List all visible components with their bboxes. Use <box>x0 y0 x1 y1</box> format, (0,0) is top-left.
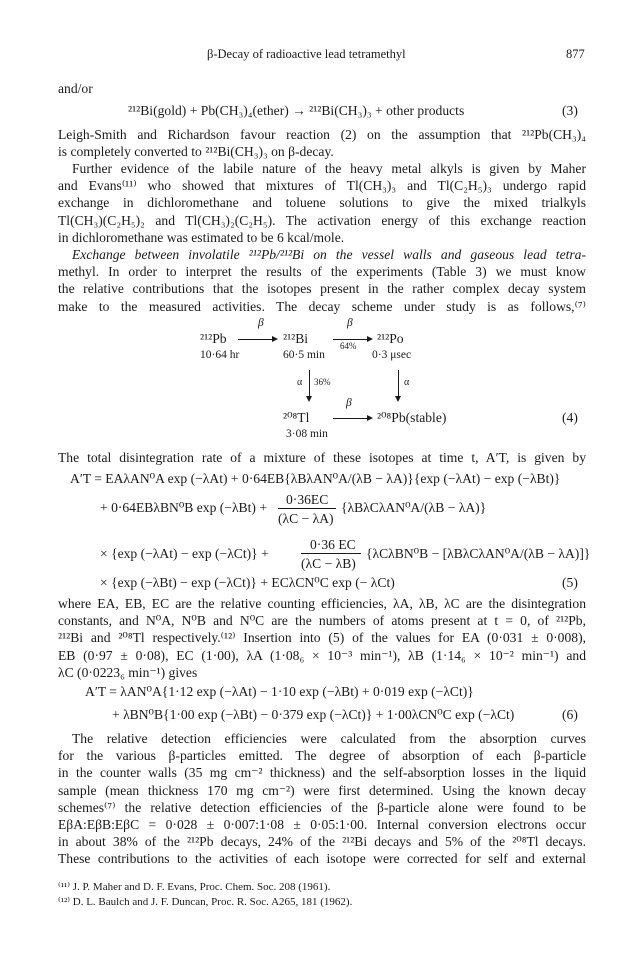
isotope-pb212: ²¹²Pb <box>200 331 227 346</box>
isotope-tl208: ²⁰⁸Tl <box>283 410 310 425</box>
paragraph-maher-evans <box>58 160 586 246</box>
text-line: in the counter walls (35 mg cm⁻² thickness) and the self-absorption losses in the liquid <box>58 765 586 781</box>
text-line: EB (0·97 ± 0·08), EC (1·00), λA (1·08₆ × 10⁻³ min⁻¹), λB (1·14₆ × 10⁻² min⁻¹) and <box>58 647 586 663</box>
fraction-1-denominator: (λC − λA) <box>278 511 334 526</box>
text-line: Further evidence of the labile nature of the heavy metal alkyls is given by Maher <box>72 161 586 176</box>
equation-5-line-4: × {exp (−λBt) − exp (−λCt)} + ECλCN⁰C exp (− λCt) <box>100 575 395 590</box>
text-line: EβA:EβB:EβC = 0·028 ± 0·007:1·08 ± 0·05:1·00. Internal conversion electrons occur <box>58 817 586 833</box>
footnote-11: ⁽¹¹⁾ J. P. Maher and D. F. Evans, Proc. Chem. Soc. 208 (1961). <box>58 881 331 893</box>
fraction-bar <box>301 553 361 554</box>
alpha-arrow-bi <box>309 370 310 396</box>
paragraph-total-rate <box>58 449 586 466</box>
text-line: ²¹²Bi and ²⁰⁸Tl respectively.⁽¹²⁾ Insertion into (5) of the values for EA (0·031 ± 0·008), <box>58 630 586 646</box>
fraction-bar <box>278 508 336 509</box>
half-life-pb212: 10·64 hr <box>200 349 240 361</box>
text-line: in dichloromethane was estimated to be 6 kcal/mole. <box>58 229 345 245</box>
paragraph-leigh-smith <box>58 126 586 160</box>
isotope-po212: ²¹²Po <box>377 331 404 346</box>
equation-3-number: (3) <box>562 103 578 118</box>
decay-arrow-2 <box>333 339 369 340</box>
paragraph-detection-efficiencies <box>58 730 586 868</box>
decay-arrow-1 <box>238 339 274 340</box>
text-line: where EA, EB, EC are the relative counting efficiencies, λA, λB, λC are the disintegration <box>58 596 586 611</box>
paragraph-where <box>58 595 586 681</box>
equation-5-number: (5) <box>562 575 578 590</box>
equation-5-line-2b: {λBλCλAN⁰A/(λB − λA)} <box>341 500 487 515</box>
arrowhead-icon <box>367 415 373 421</box>
text-line: constants, and N⁰A, N⁰B and N⁰C are the numbers of atoms present at t = 0, of ²¹²Pb, <box>58 613 586 629</box>
half-life-po212: 0·3 μsec <box>372 349 412 361</box>
equation-3: ²¹²Bi(gold) + Pb(CH₃)₄(ether) → ²¹²Bi(CH₃)₃ + other products <box>128 103 465 118</box>
text-line: sample (mean thickness 170 mg cm⁻²) were first determined. Using the known decay <box>58 782 586 798</box>
text-line: schemes⁽⁷⁾ the relative detection efficiencies of the β-particle alone were found to be <box>58 799 586 815</box>
arrowhead-icon <box>367 336 373 342</box>
text-line: exchange in dichloromethane and toluene solutions to give the mixed trialkyls <box>58 195 586 211</box>
running-title: β-Decay of radioactive lead tetramethyl <box>207 47 406 61</box>
alpha-label-2: α <box>404 377 410 388</box>
isotope-pb208: ²⁰⁸Pb(stable) <box>377 410 447 425</box>
text-line: The total disintegration rate of a mixture of these isotopes at time t, A′T, is given by <box>58 450 586 465</box>
text-line: These contributions to the activities of each isotope were corrected for self and external <box>58 851 586 867</box>
text-line: methyl. In order to interpret the results of the experiments (Table 3) we must know <box>58 264 586 280</box>
andor-text: and/or <box>58 81 93 96</box>
text-line: make to the measured activities. The decay scheme under study is as follows,⁽⁷⁾ <box>58 298 586 314</box>
text-line: the relative contributions that the isotopes present in the rather complex decay system <box>58 281 586 297</box>
beta-label-3: β <box>346 397 352 409</box>
arrowhead-icon <box>306 396 312 402</box>
alpha-arrow-po <box>398 370 399 396</box>
fraction-2-numerator: 0·36 EC <box>310 537 356 552</box>
equation-4-number: (4) <box>562 410 578 425</box>
beta-label-2: β <box>347 317 353 329</box>
decay-arrow-3 <box>333 418 369 419</box>
page-number: 877 <box>566 47 585 61</box>
branch-pct-64: 64% <box>340 341 357 351</box>
text-line: λC (0·0223₆ min⁻¹) gives <box>58 664 198 680</box>
text-line: and Evans⁽¹¹⁾ who showed that mixtures of Tl(CH₃)₃ and Tl(C₂H₅)₃ undergo rapid <box>58 178 586 194</box>
equation-6-number: (6) <box>562 707 578 722</box>
half-life-tl208: 3·08 min <box>286 428 328 440</box>
text-line: is completely converted to ²¹²Bi(CH₃)₃ on β-decay. <box>58 144 334 160</box>
arrowhead-icon <box>272 336 278 342</box>
text-line: The relative detection efficiencies were calculated from the absorption curves <box>72 731 586 746</box>
equation-5-line-2: + 0·64EBλBN⁰B exp (−λBt) + <box>100 500 267 515</box>
text-line: for the various β-particles emitted. The degree of absorption of each β-particle <box>58 748 586 764</box>
text-line: Tl(CH₃)(C₂H₅)₂ and Tl(CH₃)₂(C₂H₅). The activation energy of this exchange reaction <box>58 212 586 228</box>
fraction-1-numerator: 0·36EC <box>286 492 329 507</box>
paragraph-exchange <box>58 246 586 315</box>
isotope-bi212: ²¹²Bi <box>283 331 309 346</box>
branch-pct-36: 36% <box>314 377 331 387</box>
arrowhead-icon <box>395 396 401 402</box>
equation-5-line-3b: {λCλBN⁰B − [λBλCλAN⁰A/(λB − λA)]} <box>366 546 591 561</box>
text-line: in about 38% of the ²¹²Pb decays, 24% of the ²¹²Bi decays and 5% of the ²⁰⁸Tl decays. <box>58 834 586 850</box>
equation-6-line-1: A′T = λAN⁰A{1·12 exp (−λAt) − 1·10 exp (−λBt) + 0·019 exp (−λCt)} <box>85 684 474 699</box>
equation-5-line-3: × {exp (−λAt) − exp (−λCt)} + <box>100 546 269 561</box>
half-life-bi212: 60·5 min <box>283 349 325 361</box>
fraction-2-denominator: (λC − λB) <box>301 556 356 571</box>
text-line: Leigh-Smith and Richardson favour reaction (2) on the assumption that ²¹²Pb(CH₃)₄ <box>58 127 586 142</box>
beta-label-1: β <box>258 317 264 329</box>
equation-5-line-1: A′T = EAλAN⁰A exp (−λAt) + 0·64EB{λBλAN⁰A/(λB − λA)}{exp (−λAt) − exp (−λBt)} <box>70 471 561 486</box>
text-line: Exchange between involatile ²¹²Pb/²¹²Bi on the vessel walls and gaseous lead tetra- <box>72 247 586 262</box>
equation-6-line-2: + λBN⁰B{1·00 exp (−λBt) − 0·379 exp (−λCt)} + 1·00λCN⁰C exp (−λCt) <box>112 707 515 722</box>
footnote-12: ⁽¹²⁾ D. L. Baulch and J. F. Duncan, Proc. R. Soc. A265, 181 (1962). <box>58 896 353 908</box>
alpha-label-1: α <box>297 377 303 388</box>
